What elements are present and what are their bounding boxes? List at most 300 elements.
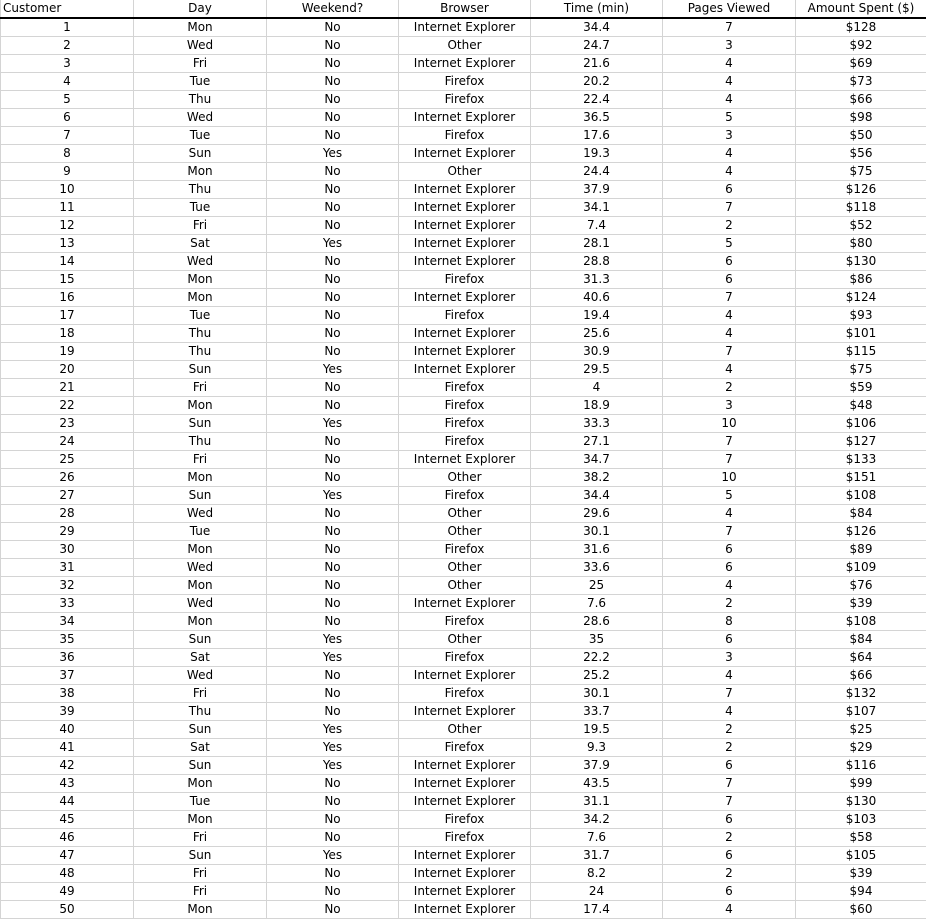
cell-day[interactable]: Wed (134, 595, 267, 613)
cell-amount-spent[interactable]: $128 (796, 18, 926, 37)
cell-customer[interactable]: 43 (1, 775, 134, 793)
header-weekend[interactable]: Weekend? (267, 0, 399, 18)
cell-customer[interactable]: 48 (1, 865, 134, 883)
cell-customer[interactable]: 25 (1, 451, 134, 469)
cell-day[interactable]: Thu (134, 703, 267, 721)
cell-day[interactable]: Sat (134, 235, 267, 253)
cell-pages-viewed[interactable]: 4 (663, 145, 796, 163)
cell-amount-spent[interactable]: $92 (796, 37, 926, 55)
cell-weekend[interactable]: No (267, 613, 399, 631)
cell-pages-viewed[interactable]: 7 (663, 343, 796, 361)
cell-weekend[interactable]: No (267, 307, 399, 325)
cell-customer[interactable]: 33 (1, 595, 134, 613)
cell-pages-viewed[interactable]: 4 (663, 703, 796, 721)
cell-amount-spent[interactable]: $108 (796, 487, 926, 505)
cell-time[interactable]: 17.4 (531, 901, 663, 919)
cell-amount-spent[interactable]: $39 (796, 595, 926, 613)
cell-browser[interactable]: Internet Explorer (399, 595, 531, 613)
cell-customer[interactable]: 12 (1, 217, 134, 235)
cell-time[interactable]: 29.6 (531, 505, 663, 523)
cell-day[interactable]: Thu (134, 91, 267, 109)
cell-day[interactable]: Mon (134, 811, 267, 829)
cell-pages-viewed[interactable]: 6 (663, 811, 796, 829)
cell-customer[interactable]: 31 (1, 559, 134, 577)
cell-amount-spent[interactable]: $127 (796, 433, 926, 451)
cell-browser[interactable]: Other (399, 631, 531, 649)
cell-weekend[interactable]: No (267, 901, 399, 919)
cell-customer[interactable]: 13 (1, 235, 134, 253)
cell-amount-spent[interactable]: $76 (796, 577, 926, 595)
cell-browser[interactable]: Internet Explorer (399, 145, 531, 163)
cell-weekend[interactable]: No (267, 91, 399, 109)
cell-browser[interactable]: Internet Explorer (399, 883, 531, 901)
cell-time[interactable]: 35 (531, 631, 663, 649)
cell-weekend[interactable]: No (267, 343, 399, 361)
cell-browser[interactable]: Internet Explorer (399, 667, 531, 685)
cell-browser[interactable]: Other (399, 505, 531, 523)
cell-amount-spent[interactable]: $99 (796, 775, 926, 793)
cell-pages-viewed[interactable]: 7 (663, 685, 796, 703)
cell-browser[interactable]: Firefox (399, 739, 531, 757)
cell-browser[interactable]: Firefox (399, 829, 531, 847)
cell-weekend[interactable]: No (267, 829, 399, 847)
cell-pages-viewed[interactable]: 3 (663, 127, 796, 145)
cell-browser[interactable]: Internet Explorer (399, 865, 531, 883)
cell-pages-viewed[interactable]: 6 (663, 253, 796, 271)
cell-amount-spent[interactable]: $56 (796, 145, 926, 163)
cell-time[interactable]: 28.6 (531, 613, 663, 631)
cell-pages-viewed[interactable]: 2 (663, 217, 796, 235)
cell-weekend[interactable]: No (267, 253, 399, 271)
cell-browser[interactable]: Firefox (399, 379, 531, 397)
cell-amount-spent[interactable]: $107 (796, 703, 926, 721)
cell-browser[interactable]: Internet Explorer (399, 235, 531, 253)
cell-customer[interactable]: 30 (1, 541, 134, 559)
cell-pages-viewed[interactable]: 4 (663, 91, 796, 109)
cell-customer[interactable]: 29 (1, 523, 134, 541)
cell-amount-spent[interactable]: $93 (796, 307, 926, 325)
cell-day[interactable]: Mon (134, 469, 267, 487)
cell-customer[interactable]: 14 (1, 253, 134, 271)
cell-customer[interactable]: 20 (1, 361, 134, 379)
cell-day[interactable]: Sun (134, 847, 267, 865)
cell-customer[interactable]: 22 (1, 397, 134, 415)
cell-pages-viewed[interactable]: 7 (663, 18, 796, 37)
cell-day[interactable]: Mon (134, 613, 267, 631)
cell-weekend[interactable]: Yes (267, 649, 399, 667)
cell-time[interactable]: 40.6 (531, 289, 663, 307)
cell-pages-viewed[interactable]: 4 (663, 325, 796, 343)
cell-amount-spent[interactable]: $59 (796, 379, 926, 397)
cell-day[interactable]: Sat (134, 649, 267, 667)
cell-customer[interactable]: 46 (1, 829, 134, 847)
header-customer[interactable]: Customer (1, 0, 134, 18)
cell-amount-spent[interactable]: $133 (796, 451, 926, 469)
cell-browser[interactable]: Firefox (399, 415, 531, 433)
cell-time[interactable]: 31.1 (531, 793, 663, 811)
cell-time[interactable]: 43.5 (531, 775, 663, 793)
cell-pages-viewed[interactable]: 5 (663, 235, 796, 253)
cell-time[interactable]: 31.7 (531, 847, 663, 865)
cell-pages-viewed[interactable]: 3 (663, 397, 796, 415)
cell-weekend[interactable]: No (267, 775, 399, 793)
cell-weekend[interactable]: No (267, 18, 399, 37)
cell-customer[interactable]: 11 (1, 199, 134, 217)
cell-pages-viewed[interactable]: 2 (663, 721, 796, 739)
cell-day[interactable]: Fri (134, 883, 267, 901)
cell-pages-viewed[interactable]: 10 (663, 415, 796, 433)
cell-browser[interactable]: Firefox (399, 307, 531, 325)
cell-time[interactable]: 8.2 (531, 865, 663, 883)
cell-browser[interactable]: Internet Explorer (399, 325, 531, 343)
cell-weekend[interactable]: Yes (267, 721, 399, 739)
cell-time[interactable]: 27.1 (531, 433, 663, 451)
cell-pages-viewed[interactable]: 2 (663, 739, 796, 757)
cell-amount-spent[interactable]: $132 (796, 685, 926, 703)
cell-weekend[interactable]: No (267, 685, 399, 703)
cell-weekend[interactable]: Yes (267, 757, 399, 775)
cell-customer[interactable]: 4 (1, 73, 134, 91)
cell-weekend[interactable]: No (267, 451, 399, 469)
cell-customer[interactable]: 5 (1, 91, 134, 109)
cell-time[interactable]: 25.2 (531, 667, 663, 685)
cell-customer[interactable]: 44 (1, 793, 134, 811)
cell-time[interactable]: 22.2 (531, 649, 663, 667)
cell-customer[interactable]: 38 (1, 685, 134, 703)
cell-day[interactable]: Mon (134, 271, 267, 289)
cell-weekend[interactable]: No (267, 55, 399, 73)
cell-weekend[interactable]: No (267, 289, 399, 307)
cell-customer[interactable]: 7 (1, 127, 134, 145)
cell-pages-viewed[interactable]: 6 (663, 271, 796, 289)
cell-amount-spent[interactable]: $69 (796, 55, 926, 73)
cell-day[interactable]: Sun (134, 415, 267, 433)
cell-browser[interactable]: Firefox (399, 613, 531, 631)
cell-time[interactable]: 38.2 (531, 469, 663, 487)
cell-weekend[interactable]: No (267, 523, 399, 541)
cell-weekend[interactable]: Yes (267, 847, 399, 865)
cell-browser[interactable]: Firefox (399, 127, 531, 145)
cell-browser[interactable]: Firefox (399, 811, 531, 829)
cell-pages-viewed[interactable]: 4 (663, 73, 796, 91)
cell-day[interactable]: Fri (134, 379, 267, 397)
header-amount-spent[interactable]: Amount Spent ($) (796, 0, 926, 18)
cell-customer[interactable]: 3 (1, 55, 134, 73)
cell-customer[interactable]: 37 (1, 667, 134, 685)
cell-browser[interactable]: Internet Explorer (399, 199, 531, 217)
cell-weekend[interactable]: No (267, 577, 399, 595)
cell-browser[interactable]: Internet Explorer (399, 847, 531, 865)
cell-amount-spent[interactable]: $103 (796, 811, 926, 829)
cell-day[interactable]: Mon (134, 18, 267, 37)
cell-weekend[interactable]: No (267, 127, 399, 145)
cell-pages-viewed[interactable]: 7 (663, 451, 796, 469)
cell-browser[interactable]: Internet Explorer (399, 793, 531, 811)
cell-weekend[interactable]: No (267, 181, 399, 199)
cell-day[interactable]: Mon (134, 163, 267, 181)
cell-customer[interactable]: 32 (1, 577, 134, 595)
cell-customer[interactable]: 41 (1, 739, 134, 757)
cell-amount-spent[interactable]: $66 (796, 667, 926, 685)
cell-day[interactable]: Sun (134, 145, 267, 163)
cell-browser[interactable]: Internet Explorer (399, 451, 531, 469)
cell-amount-spent[interactable]: $124 (796, 289, 926, 307)
cell-time[interactable]: 36.5 (531, 109, 663, 127)
cell-time[interactable]: 20.2 (531, 73, 663, 91)
cell-time[interactable]: 34.1 (531, 199, 663, 217)
cell-pages-viewed[interactable]: 8 (663, 613, 796, 631)
cell-pages-viewed[interactable]: 5 (663, 109, 796, 127)
cell-weekend[interactable]: No (267, 793, 399, 811)
cell-customer[interactable]: 6 (1, 109, 134, 127)
cell-day[interactable]: Fri (134, 451, 267, 469)
cell-weekend[interactable]: No (267, 703, 399, 721)
cell-time[interactable]: 30.1 (531, 523, 663, 541)
cell-amount-spent[interactable]: $84 (796, 631, 926, 649)
cell-day[interactable]: Wed (134, 109, 267, 127)
cell-time[interactable]: 31.6 (531, 541, 663, 559)
cell-weekend[interactable]: No (267, 883, 399, 901)
cell-weekend[interactable]: Yes (267, 739, 399, 757)
cell-time[interactable]: 17.6 (531, 127, 663, 145)
cell-browser[interactable]: Internet Explorer (399, 55, 531, 73)
cell-amount-spent[interactable]: $86 (796, 271, 926, 289)
cell-browser[interactable]: Other (399, 577, 531, 595)
cell-day[interactable]: Fri (134, 685, 267, 703)
cell-time[interactable]: 34.7 (531, 451, 663, 469)
cell-time[interactable]: 21.6 (531, 55, 663, 73)
cell-pages-viewed[interactable]: 7 (663, 433, 796, 451)
cell-time[interactable]: 18.9 (531, 397, 663, 415)
cell-day[interactable]: Mon (134, 775, 267, 793)
cell-amount-spent[interactable]: $89 (796, 541, 926, 559)
cell-day[interactable]: Fri (134, 865, 267, 883)
cell-time[interactable]: 22.4 (531, 91, 663, 109)
cell-browser[interactable]: Other (399, 163, 531, 181)
cell-day[interactable]: Thu (134, 181, 267, 199)
cell-customer[interactable]: 28 (1, 505, 134, 523)
cell-browser[interactable]: Other (399, 523, 531, 541)
cell-day[interactable]: Wed (134, 667, 267, 685)
header-pages-viewed[interactable]: Pages Viewed (663, 0, 796, 18)
cell-pages-viewed[interactable]: 6 (663, 883, 796, 901)
cell-day[interactable]: Mon (134, 577, 267, 595)
cell-amount-spent[interactable]: $130 (796, 793, 926, 811)
cell-browser[interactable]: Firefox (399, 433, 531, 451)
cell-customer[interactable]: 18 (1, 325, 134, 343)
cell-pages-viewed[interactable]: 2 (663, 379, 796, 397)
cell-weekend[interactable]: Yes (267, 235, 399, 253)
cell-time[interactable]: 9.3 (531, 739, 663, 757)
cell-weekend[interactable]: No (267, 595, 399, 613)
cell-customer[interactable]: 15 (1, 271, 134, 289)
cell-pages-viewed[interactable]: 4 (663, 55, 796, 73)
cell-amount-spent[interactable]: $80 (796, 235, 926, 253)
cell-weekend[interactable]: Yes (267, 145, 399, 163)
cell-pages-viewed[interactable]: 5 (663, 487, 796, 505)
cell-browser[interactable]: Firefox (399, 397, 531, 415)
cell-amount-spent[interactable]: $29 (796, 739, 926, 757)
cell-day[interactable]: Tue (134, 523, 267, 541)
cell-day[interactable]: Thu (134, 325, 267, 343)
cell-customer[interactable]: 27 (1, 487, 134, 505)
cell-amount-spent[interactable]: $126 (796, 523, 926, 541)
cell-time[interactable]: 34.2 (531, 811, 663, 829)
cell-customer[interactable]: 8 (1, 145, 134, 163)
cell-browser[interactable]: Internet Explorer (399, 18, 531, 37)
cell-time[interactable]: 28.1 (531, 235, 663, 253)
cell-weekend[interactable]: No (267, 379, 399, 397)
cell-weekend[interactable]: Yes (267, 415, 399, 433)
cell-amount-spent[interactable]: $66 (796, 91, 926, 109)
cell-day[interactable]: Sun (134, 631, 267, 649)
cell-pages-viewed[interactable]: 4 (663, 901, 796, 919)
header-browser[interactable]: Browser (399, 0, 531, 18)
cell-weekend[interactable]: No (267, 541, 399, 559)
cell-time[interactable]: 7.4 (531, 217, 663, 235)
cell-amount-spent[interactable]: $48 (796, 397, 926, 415)
cell-time[interactable]: 37.9 (531, 181, 663, 199)
cell-day[interactable]: Sun (134, 361, 267, 379)
cell-time[interactable]: 19.3 (531, 145, 663, 163)
cell-pages-viewed[interactable]: 4 (663, 667, 796, 685)
cell-time[interactable]: 33.7 (531, 703, 663, 721)
cell-pages-viewed[interactable]: 4 (663, 361, 796, 379)
cell-time[interactable]: 25.6 (531, 325, 663, 343)
cell-customer[interactable]: 23 (1, 415, 134, 433)
cell-browser[interactable]: Other (399, 559, 531, 577)
cell-customer[interactable]: 9 (1, 163, 134, 181)
cell-day[interactable]: Tue (134, 73, 267, 91)
cell-day[interactable]: Sun (134, 757, 267, 775)
cell-day[interactable]: Wed (134, 253, 267, 271)
cell-browser[interactable]: Internet Explorer (399, 775, 531, 793)
cell-browser[interactable]: Firefox (399, 271, 531, 289)
cell-customer[interactable]: 10 (1, 181, 134, 199)
cell-browser[interactable]: Firefox (399, 649, 531, 667)
cell-pages-viewed[interactable]: 4 (663, 307, 796, 325)
cell-time[interactable]: 7.6 (531, 595, 663, 613)
cell-weekend[interactable]: Yes (267, 631, 399, 649)
cell-amount-spent[interactable]: $130 (796, 253, 926, 271)
cell-day[interactable]: Wed (134, 37, 267, 55)
cell-amount-spent[interactable]: $116 (796, 757, 926, 775)
cell-day[interactable]: Fri (134, 55, 267, 73)
cell-browser[interactable]: Other (399, 37, 531, 55)
cell-amount-spent[interactable]: $106 (796, 415, 926, 433)
cell-customer[interactable]: 26 (1, 469, 134, 487)
cell-pages-viewed[interactable]: 2 (663, 865, 796, 883)
cell-amount-spent[interactable]: $105 (796, 847, 926, 865)
cell-customer[interactable]: 40 (1, 721, 134, 739)
cell-amount-spent[interactable]: $58 (796, 829, 926, 847)
header-time[interactable]: Time (min) (531, 0, 663, 18)
cell-customer[interactable]: 34 (1, 613, 134, 631)
cell-customer[interactable]: 45 (1, 811, 134, 829)
cell-pages-viewed[interactable]: 10 (663, 469, 796, 487)
cell-time[interactable]: 31.3 (531, 271, 663, 289)
cell-weekend[interactable]: Yes (267, 487, 399, 505)
cell-time[interactable]: 4 (531, 379, 663, 397)
cell-time[interactable]: 19.4 (531, 307, 663, 325)
cell-customer[interactable]: 36 (1, 649, 134, 667)
cell-time[interactable]: 34.4 (531, 18, 663, 37)
cell-weekend[interactable]: No (267, 73, 399, 91)
cell-amount-spent[interactable]: $109 (796, 559, 926, 577)
cell-time[interactable]: 37.9 (531, 757, 663, 775)
cell-pages-viewed[interactable]: 4 (663, 505, 796, 523)
cell-amount-spent[interactable]: $39 (796, 865, 926, 883)
cell-pages-viewed[interactable]: 6 (663, 559, 796, 577)
cell-time[interactable]: 24 (531, 883, 663, 901)
cell-amount-spent[interactable]: $101 (796, 325, 926, 343)
cell-pages-viewed[interactable]: 4 (663, 577, 796, 595)
cell-day[interactable]: Tue (134, 793, 267, 811)
cell-weekend[interactable]: No (267, 505, 399, 523)
cell-time[interactable]: 33.3 (531, 415, 663, 433)
cell-day[interactable]: Fri (134, 829, 267, 847)
cell-weekend[interactable]: No (267, 109, 399, 127)
cell-amount-spent[interactable]: $118 (796, 199, 926, 217)
cell-day[interactable]: Thu (134, 343, 267, 361)
cell-pages-viewed[interactable]: 3 (663, 649, 796, 667)
cell-day[interactable]: Tue (134, 307, 267, 325)
cell-weekend[interactable]: No (267, 559, 399, 577)
cell-weekend[interactable]: No (267, 37, 399, 55)
cell-amount-spent[interactable]: $94 (796, 883, 926, 901)
cell-browser[interactable]: Internet Explorer (399, 757, 531, 775)
cell-customer[interactable]: 2 (1, 37, 134, 55)
cell-time[interactable]: 24.7 (531, 37, 663, 55)
cell-pages-viewed[interactable]: 6 (663, 181, 796, 199)
cell-time[interactable]: 30.1 (531, 685, 663, 703)
cell-pages-viewed[interactable]: 3 (663, 37, 796, 55)
cell-browser[interactable]: Firefox (399, 685, 531, 703)
cell-amount-spent[interactable]: $64 (796, 649, 926, 667)
cell-time[interactable]: 33.6 (531, 559, 663, 577)
cell-amount-spent[interactable]: $60 (796, 901, 926, 919)
cell-time[interactable]: 28.8 (531, 253, 663, 271)
cell-customer[interactable]: 19 (1, 343, 134, 361)
cell-pages-viewed[interactable]: 7 (663, 523, 796, 541)
cell-amount-spent[interactable]: $75 (796, 361, 926, 379)
cell-amount-spent[interactable]: $115 (796, 343, 926, 361)
cell-pages-viewed[interactable]: 6 (663, 631, 796, 649)
cell-weekend[interactable]: No (267, 865, 399, 883)
cell-amount-spent[interactable]: $75 (796, 163, 926, 181)
cell-time[interactable]: 34.4 (531, 487, 663, 505)
cell-customer[interactable]: 39 (1, 703, 134, 721)
cell-pages-viewed[interactable]: 7 (663, 793, 796, 811)
cell-browser[interactable]: Other (399, 469, 531, 487)
cell-weekend[interactable]: No (267, 163, 399, 181)
cell-day[interactable]: Thu (134, 433, 267, 451)
cell-customer[interactable]: 16 (1, 289, 134, 307)
cell-pages-viewed[interactable]: 2 (663, 829, 796, 847)
cell-day[interactable]: Wed (134, 559, 267, 577)
cell-browser[interactable]: Internet Explorer (399, 217, 531, 235)
cell-weekend[interactable]: No (267, 199, 399, 217)
cell-customer[interactable]: 42 (1, 757, 134, 775)
cell-pages-viewed[interactable]: 2 (663, 595, 796, 613)
cell-customer[interactable]: 50 (1, 901, 134, 919)
cell-amount-spent[interactable]: $25 (796, 721, 926, 739)
cell-amount-spent[interactable]: $73 (796, 73, 926, 91)
cell-browser[interactable]: Internet Explorer (399, 361, 531, 379)
cell-day[interactable]: Sat (134, 739, 267, 757)
cell-time[interactable]: 7.6 (531, 829, 663, 847)
cell-time[interactable]: 30.9 (531, 343, 663, 361)
